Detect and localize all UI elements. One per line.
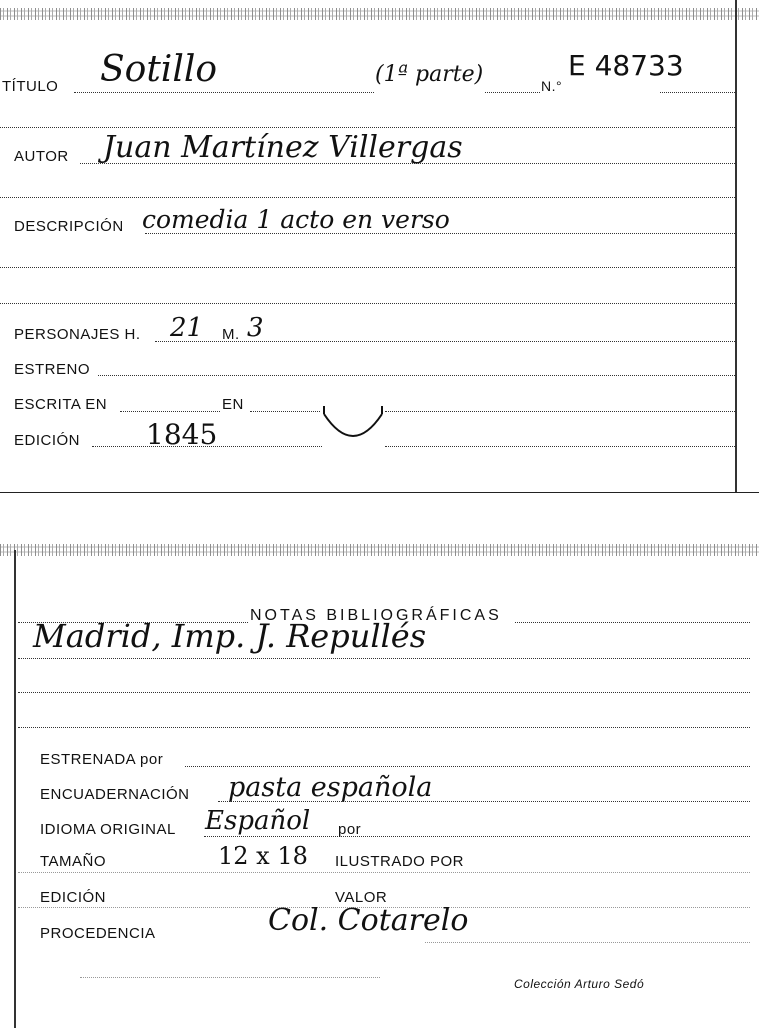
ilustrado-label: ILUSTRADO POR <box>335 853 465 870</box>
collection-footer: Colección Arturo Sedó <box>514 977 645 991</box>
rule-4 <box>0 303 735 304</box>
card-left-edge <box>14 550 16 1028</box>
notes-line-2 <box>18 692 750 693</box>
personajes-label: PERSONAJES H. <box>14 326 141 343</box>
titulo-line <box>74 92 374 93</box>
personajes-line <box>155 341 735 342</box>
titulo-label: TÍTULO <box>2 78 59 95</box>
autor-label: AUTOR <box>14 148 69 165</box>
bottom-line <box>80 977 380 978</box>
estreno-label: ESTRENO <box>14 361 91 378</box>
en-label: EN <box>222 396 244 413</box>
procedencia-value: Col. Cotarelo <box>268 903 469 938</box>
valor-label: VALOR <box>335 889 388 906</box>
notes-value: Madrid, Imp. J. Repullés <box>33 617 427 655</box>
notes-line-3 <box>18 727 750 728</box>
numero-value: E 48733 <box>568 49 684 82</box>
procedencia-line <box>425 942 750 943</box>
edicion-line-2 <box>385 446 735 447</box>
encuadernacion-value: pasta española <box>228 772 433 803</box>
encuadernacion-label: ENCUADERNACIÓN <box>40 786 190 803</box>
rule-2 <box>0 197 735 198</box>
escrita-en-label: ESCRITA EN <box>14 396 108 413</box>
idioma-value: Español <box>205 806 311 836</box>
numero-label: N.° <box>541 78 563 94</box>
rule-3 <box>0 267 735 268</box>
numero-line <box>660 92 735 93</box>
estreno-line <box>98 375 735 376</box>
tamano-line <box>18 872 750 873</box>
autor-value: Juan Martínez Villergas <box>103 130 463 165</box>
escrita-line <box>120 411 220 412</box>
card-bottom-edge <box>0 544 759 556</box>
edicion-value: 1845 <box>146 418 218 451</box>
notas-line-right <box>515 622 750 623</box>
card-top-edge <box>0 8 759 20</box>
parte-value: (1ª parte) <box>375 62 484 87</box>
personajes-m-value: 3 <box>247 313 264 343</box>
edicion-b-label: EDICIÓN <box>40 889 107 906</box>
card-right-edge <box>735 0 737 492</box>
tamano-value: 12 x 18 <box>218 842 308 870</box>
punch-hole <box>318 400 388 450</box>
en-line-2 <box>385 411 735 412</box>
titulo-line-2 <box>485 92 540 93</box>
descripcion-value: comedia 1 acto en verso <box>142 205 450 234</box>
estrenada-line <box>185 766 750 767</box>
descripcion-label: DESCRIPCIÓN <box>14 218 124 235</box>
en-line <box>250 411 320 412</box>
titulo-value: Sotillo <box>100 49 218 90</box>
por-label: por <box>338 821 362 838</box>
personajes-m-label: M. <box>222 326 240 343</box>
rule-1 <box>0 127 735 128</box>
notas-title: NOTAS BIBLIOGRÁFICAS <box>250 607 502 624</box>
notes-line-1 <box>18 658 750 659</box>
tamano-label: TAMAÑO <box>40 853 107 870</box>
edicion-label: EDICIÓN <box>14 432 81 449</box>
personajes-h-value: 21 <box>170 313 204 343</box>
catalog-card-top <box>0 0 759 493</box>
estrenada-label: ESTRENADA por <box>40 751 164 768</box>
procedencia-label: PROCEDENCIA <box>40 925 156 942</box>
idioma-label: IDIOMA ORIGINAL <box>40 821 176 838</box>
idioma-line <box>204 836 750 837</box>
